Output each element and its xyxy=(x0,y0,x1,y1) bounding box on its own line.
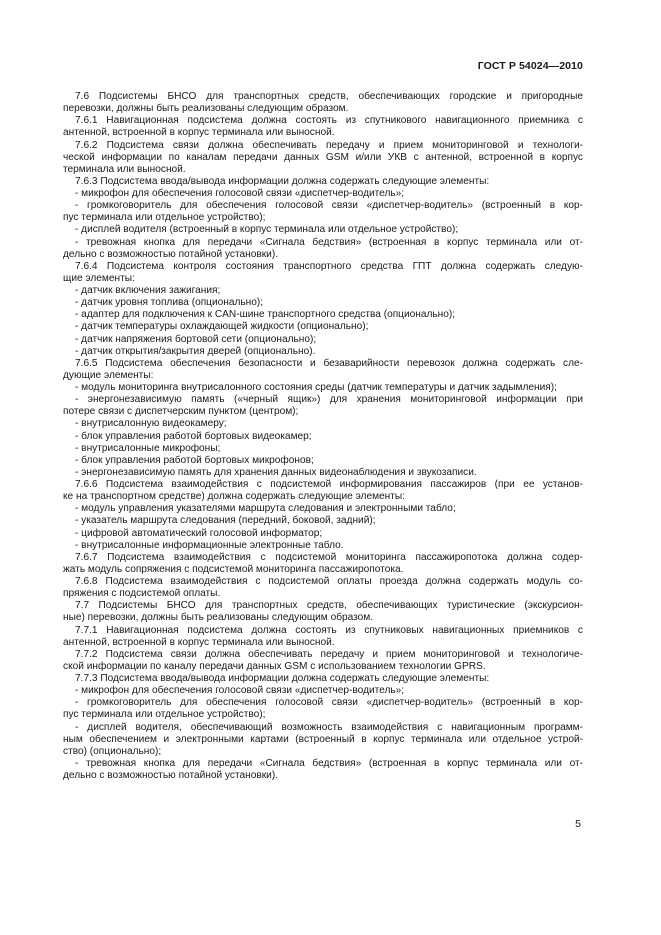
text-line: дельно с возможностью потайной установки). xyxy=(63,248,279,260)
text-line: - микрофон для обеспечения голосовой связи «диспетчер-водитель»; xyxy=(75,188,405,199)
text-line: антенной, встроенной в корпус терминала или выносной. xyxy=(63,127,335,139)
text-line: 7.6.5 Подсистема обеспечения безопасности и безаварийности перевозок должна содержать сле- xyxy=(75,357,583,369)
text-line: - внутрисалонные микрофоны; xyxy=(75,442,221,454)
text-line: - энергонезависимую память для хранения данных видеонаблюдения и звукозаписи. xyxy=(75,466,477,478)
text-line: - модуль управления указателями маршрута следования и электронными табло; xyxy=(75,503,456,515)
text-line: - датчик уровня топлива (опционально); xyxy=(75,297,264,309)
text-line: перевозки, должны быть реализованы следующим образом. xyxy=(63,103,349,115)
text-line: 7.6.2 Подсистема связи должна обеспечивать передачу и прием мониторинговой и технологи- xyxy=(75,139,583,151)
text-line: - микрофон для обеспечения голосовой связи «диспетчер-водитель»; xyxy=(75,685,405,697)
text-line: - дисплей водителя, обеспечивающий возможность взаимодействия с навигационным программ- xyxy=(75,721,583,733)
text-line: пус терминала или отдельное устройство); xyxy=(63,709,266,721)
text-line: - модуль мониторинга внутрисалонного состояния среды (датчик температуры и датчик задымления); xyxy=(75,382,557,393)
text-line: дующие элементы: xyxy=(63,369,154,381)
text-line: терминала или выносной. xyxy=(63,163,186,175)
text-line: - энергонезависимую память («черный ящик») для хранения мониторинговой информации при xyxy=(75,394,583,406)
text-line: 7.6.7 Подсистема взаимодействия с подсистемой мониторинга пассажиропотока должна содер- xyxy=(75,551,583,563)
text-line: ство) (опционально); xyxy=(63,745,162,757)
text-line: - внутрисалонную видеокамеру; xyxy=(75,418,227,430)
page-number: 5 xyxy=(575,818,581,830)
document-code-header: ГОСТ Р 54024—2010 xyxy=(477,60,583,72)
text-line: - датчик открытия/закрытия дверей (опционально). xyxy=(75,345,316,357)
text-line: - тревожная кнопка для передачи «Сигнала бедствия» (встроенная в корпус терминала или от- xyxy=(75,757,583,769)
text-line: ке на транспортном средстве) должна содержать следующие элементы: xyxy=(63,491,405,503)
text-line: дельно с возможностью потайной установки). xyxy=(63,770,279,781)
text-line: 7.6.3 Подсистема ввода/вывода информации должна содержать следующие элементы: xyxy=(75,175,490,187)
text-line: - громкоговоритель для обеспечения голосовой связи «диспетчер-водитель» (встроенный в кор- xyxy=(75,697,583,709)
text-line: пряжения с подсистемой оплаты. xyxy=(63,588,221,600)
text-line: - тревожная кнопка для передачи «Сигнала бедствия» (встроенная в корпус терминала или от- xyxy=(75,236,583,248)
text-line: 7.6.8 Подсистема взаимодействия с подсистемой оплаты проезда должна содержать модуль со- xyxy=(75,576,583,587)
text-line: ные) перевозки, должны быть реализованы следующим образом. xyxy=(63,612,374,624)
text-line: - блок управления работой бортовых микрофонов; xyxy=(75,454,314,466)
text-line: 7.6.4 Подсистема контроля состояния транспортного средства ГПТ должна содержать следую- xyxy=(75,260,583,272)
text-line: потере связи с диспетчерским пунктом (центром); xyxy=(63,406,299,418)
text-line: антенной, встроенной в корпус терминала или выносной. xyxy=(63,636,335,648)
text-line: ным обеспечением и электронными картами (встроенный в корпус терминала или отдельное устрой- xyxy=(63,733,583,745)
text-line: - датчик температуры охлаждающей жидкости (опционально); xyxy=(75,321,369,333)
text-line: - указатель маршрута следования (передний, боковой, задний); xyxy=(75,515,376,527)
text-line: щие элементы: xyxy=(63,272,135,284)
text-line: - цифровой автоматический голосовой информатор; xyxy=(75,527,323,539)
text-line: ческой информации по каналам передачи данных GSM и/или УКВ с антенной, встроенной в корпус xyxy=(63,151,583,163)
text-line: - дисплей водителя (встроенный в корпус терминала или отдельное устройство); xyxy=(75,224,459,236)
text-line: 7.6 Подсистемы БНСО для транспортных средств, обеспечивающих городские и пригородные xyxy=(75,91,583,102)
text-line: - блок управления работой бортовых видеокамер; xyxy=(75,430,312,442)
text-line: ской информации по каналу передачи данных GSM с использованием технологии GPRS. xyxy=(63,660,486,672)
text-line: 7.7 Подсистемы БНСО для транспортных средств, обеспечивающих туристические (экскурсион- xyxy=(75,600,583,612)
text-line: 7.7.2 Подсистема связи должна обеспечивать передачу и прием мониторинговой и технологиче- xyxy=(75,648,583,660)
text-line: 7.7.1 Навигационная подсистема должна состоять из спутниковых навигационных приемников с xyxy=(75,624,583,636)
text-line: - датчик напряжения бортовой сети (опционально); xyxy=(75,333,317,345)
text-line: жать модуль сопряжения с подсистемой мониторинга пассажиропотока. xyxy=(63,563,404,575)
text-line: - громкоговоритель для обеспечения голосовой связи «диспетчер-водитель» (встроенный в кор- xyxy=(75,200,583,212)
text-line: 7.6.1 Навигационная подсистема должна состоять из спутникового навигационного приемника с xyxy=(75,115,583,127)
text-line: пус терминала или отдельное устройство); xyxy=(63,212,266,224)
document-body xyxy=(63,91,583,782)
text-line: 7.7.3 Подсистема ввода/вывода информации должна содержать следующие элементы: xyxy=(75,673,490,684)
text-line: - адаптер для подключения к CAN-шине транспортного средства (опционально); xyxy=(75,309,456,321)
text-line: - датчик включения зажигания; xyxy=(75,285,221,296)
text-line: 7.6.6 Подсистема взаимодействия с подсистемой информирования пассажиров (при ее установ- xyxy=(75,479,583,490)
text-line: - внутрисалонные информационные электронные табло. xyxy=(75,539,344,551)
